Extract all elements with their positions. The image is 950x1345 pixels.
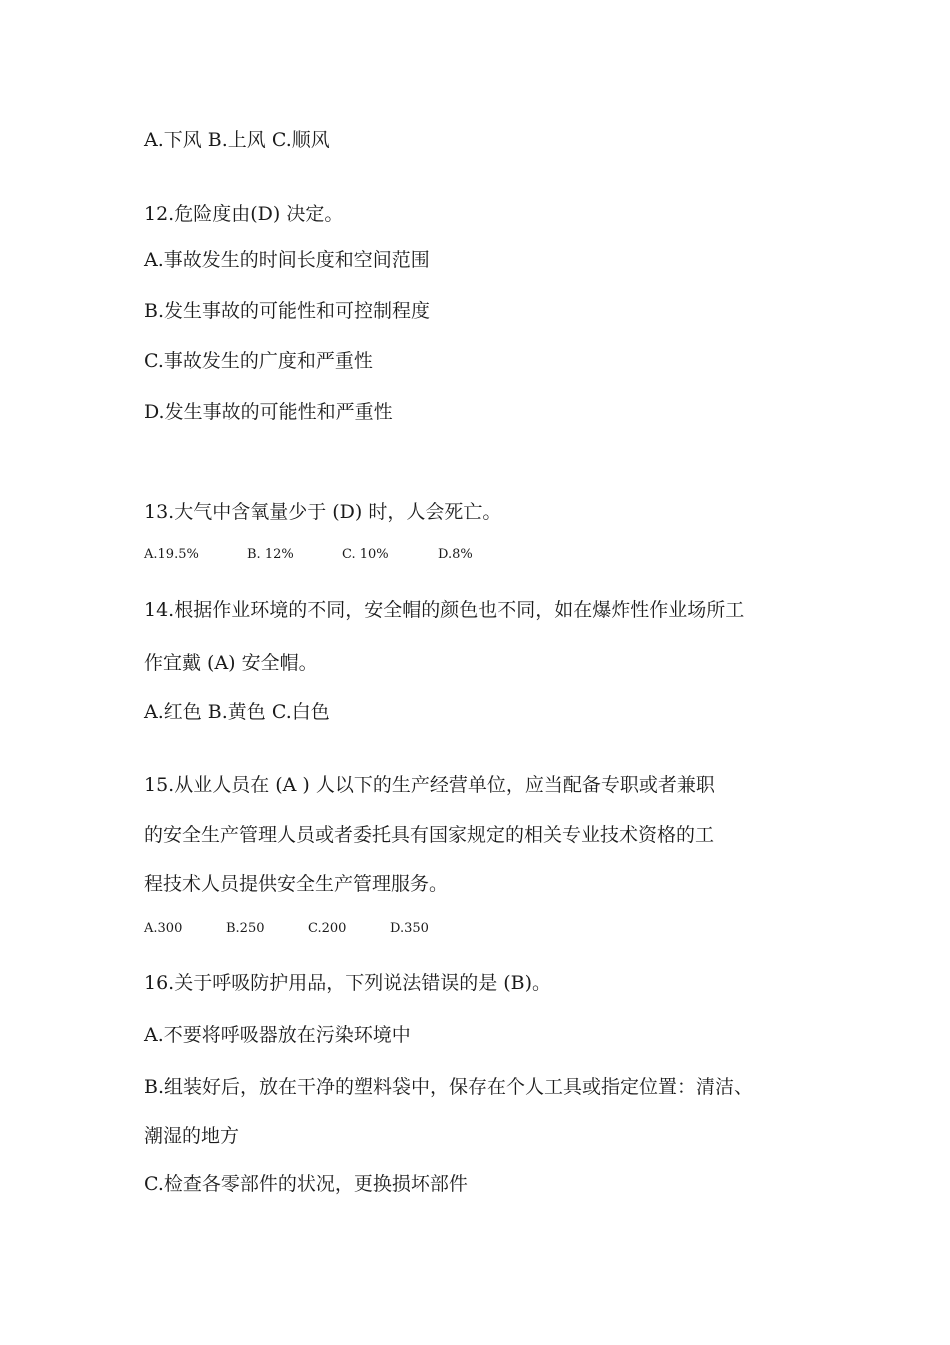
- q14-question-line1: 14.根据作业环境的不同，安全帽的颜色也不同，如在爆炸性作业场所工: [144, 599, 745, 621]
- q15-option-d: D.350: [390, 921, 429, 936]
- q13-option-a: A.19.5%: [144, 547, 199, 562]
- q13-option-d: D.8%: [438, 547, 473, 562]
- q12-option-a: A.事故发生的时间长度和空间范围: [144, 249, 430, 271]
- q13-options: [144, 546, 473, 564]
- q12-option-c: C.事故发生的广度和严重性: [144, 350, 373, 372]
- q15-option-a: A.300: [144, 921, 183, 936]
- q11-options: A.下风 B.上风 C.顺风: [144, 129, 330, 151]
- q12-option-d: D.发生事故的可能性和严重性: [144, 401, 393, 423]
- q16-option-c: C.检查各零部件的状况，更换损坏部件: [144, 1173, 468, 1195]
- q16-question: 16.关于呼吸防护用品，下列说法错误的是 (B)。: [144, 972, 552, 994]
- q14-question-line2: 作宜戴 (A) 安全帽。: [144, 652, 318, 674]
- q15-option-b: B.250: [226, 921, 265, 936]
- q12-option-b: B.发生事故的可能性和可控制程度: [144, 300, 431, 322]
- q12-question: 12.危险度由(D) 决定。: [144, 203, 344, 225]
- q13-question: 13.大气中含氧量少于 (D) 时，人会死亡。: [144, 501, 502, 523]
- q13-option-c: C. 10%: [342, 547, 389, 562]
- q15-question-line1: 15.从业人员在 (A ) 人以下的生产经营单位，应当配备专职或者兼职: [144, 774, 715, 796]
- q16-option-b-line2: 潮湿的地方: [144, 1125, 240, 1147]
- q15-question-line2: 的安全生产管理人员或者委托具有国家规定的相关专业技术资格的工: [144, 824, 715, 846]
- q15-option-c: C.200: [308, 921, 347, 936]
- q14-options: A.红色 B.黄色 C.白色: [144, 701, 330, 723]
- q15-question-line3: 程技术人员提供安全生产管理服务。: [144, 873, 449, 895]
- q16-option-a: A.不要将呼吸器放在污染环境中: [144, 1024, 411, 1046]
- q16-option-b-line1: B.组装好后，放在干净的塑料袋中，保存在个人工具或指定位置：清洁、: [144, 1076, 754, 1098]
- q13-option-b: B. 12%: [247, 547, 294, 562]
- q15-options: [144, 920, 429, 938]
